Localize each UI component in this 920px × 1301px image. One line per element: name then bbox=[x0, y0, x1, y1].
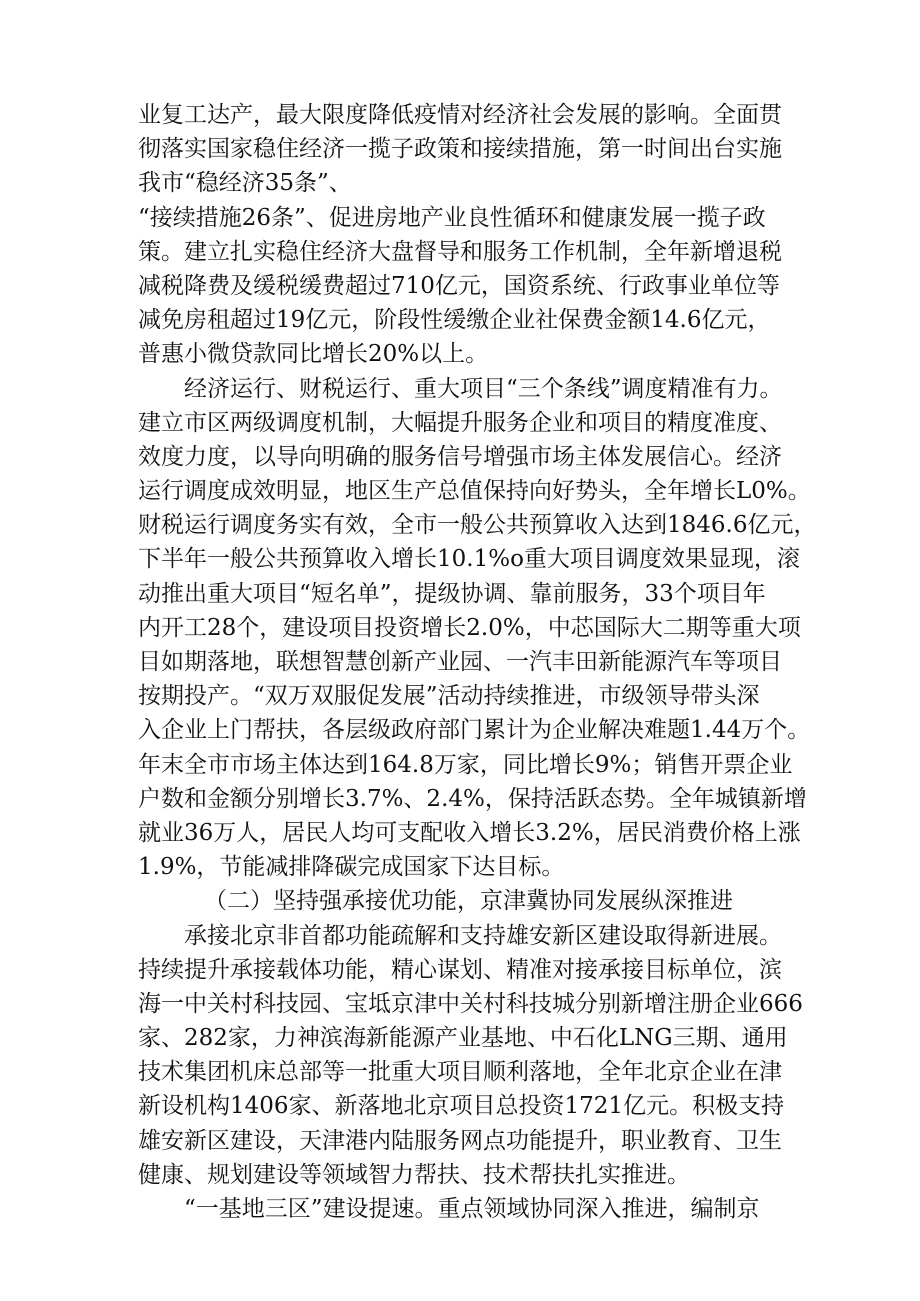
text-line: 家、282家，力神滨海新能源产业基地、中石化LNG三期、通用 bbox=[138, 1025, 788, 1052]
text-line: 效度力度，以导向明确的服务信号增强市场主体发展信心。经济 bbox=[138, 443, 782, 470]
text-line: 运行调度成效明显，地区生产总值保持向好势头，全年增长L0%。 bbox=[138, 478, 811, 505]
text-line: 我市“稳经济35条”、 bbox=[138, 170, 352, 197]
text-line: 持续提升承接载体功能，精心谋划、精准对接承接目标单位，滨 bbox=[138, 956, 782, 983]
paragraph-start-line: 经济运行、财税运行、重大项目“三个条线”调度精准有力。 bbox=[184, 375, 783, 402]
text-line: 新设机构1406家、新落地北京项目总投资1721亿元。积极支持 bbox=[138, 1093, 785, 1120]
paragraph-start-line: “一基地三区”建设提速。重点领域协同深入推进，编制京 bbox=[184, 1196, 760, 1222]
text-line: 策。建立扎实稳住经济大盘督导和服务工作机制，全年新增退税 bbox=[138, 238, 782, 265]
text-line: 建立市区两级调度机制，大幅提升服务企业和项目的精度准度、 bbox=[138, 409, 782, 436]
text-line: 减免房租超过19亿元，阶段性缓缴企业社保费金额14.6亿元， bbox=[138, 307, 771, 334]
text-line: 内开工28个，建设项目投资增长2.0%，中芯国际大二期等重大项 bbox=[138, 614, 801, 641]
text-line: 业复工达产，最大限度降低疫情对经济社会发展的影响。全面贯 bbox=[138, 102, 782, 128]
text-line: 财税运行调度务实有效，全市一般公共预算收入达到1846.6亿元， bbox=[138, 512, 817, 539]
text-line: 海一中关村科技园、宝坻京津中关村科技城分别新增注册企业666 bbox=[138, 990, 803, 1017]
document-body bbox=[138, 98, 817, 1226]
section-heading: （二）坚持强承接优功能，京津冀协同发展纵深推进 bbox=[204, 888, 733, 915]
text-line: 减税降费及缓税缓费超过710亿元，国资系统、行政事业单位等 bbox=[138, 272, 780, 299]
text-line: 就业36万人，居民人均可支配收入增长3.2%，居民消费价格上涨 bbox=[138, 819, 801, 846]
paragraph-start-line: 承接北京非首都功能疏解和支持雄安新区建设取得新进展。 bbox=[184, 922, 782, 949]
text-line: 目如期落地，联想智慧创新产业园、一汽丰田新能源汽车等项目 bbox=[138, 649, 782, 675]
text-line: 下半年一般公共预算收入增长10.1%o重大项目调度效果显现，滚 bbox=[138, 546, 800, 573]
text-line: 健康、规划建设等领域智力帮扶、技术帮扶扎实推进。 bbox=[138, 1161, 690, 1188]
text-line: 雄安新区建设，天津港内陆服务网点功能提升，职业教育、卫生 bbox=[138, 1127, 782, 1154]
text-line: 技术集团机床总部等一批重大项目顺利落地，全年北京企业在津 bbox=[138, 1059, 782, 1086]
text-line: 彻落实国家稳住经济一揽子政策和接续措施，第一时间出台实施 bbox=[138, 136, 782, 163]
text-line: 户数和金额分别增长3.7%、2.4%，保持活跃态势。全年城镇新增 bbox=[138, 785, 807, 812]
text-line: 动推出重大项目“短名单”，提级协调、靠前服务，33个项目年 bbox=[138, 580, 766, 607]
text-line: 1.9%，节能减排降碳完成国家下达目标。 bbox=[138, 854, 565, 881]
text-line: 入企业上门帮扶，各层级政府部门累计为企业解决难题1.44万个。 bbox=[138, 717, 811, 744]
text-line: 年末全市市场主体达到164.8万家，同比增长9%；销售开票企业 bbox=[138, 751, 793, 778]
text-line: 按期投产。“双万双服促发展”活动持续推进，市级领导带头深 bbox=[138, 683, 760, 710]
text-line: 普惠小微贷款同比增长20%以上。 bbox=[138, 341, 489, 368]
text-line: “接续措施26条”、促进房地产业良性循环和健康发展一揽子政 bbox=[138, 204, 766, 231]
